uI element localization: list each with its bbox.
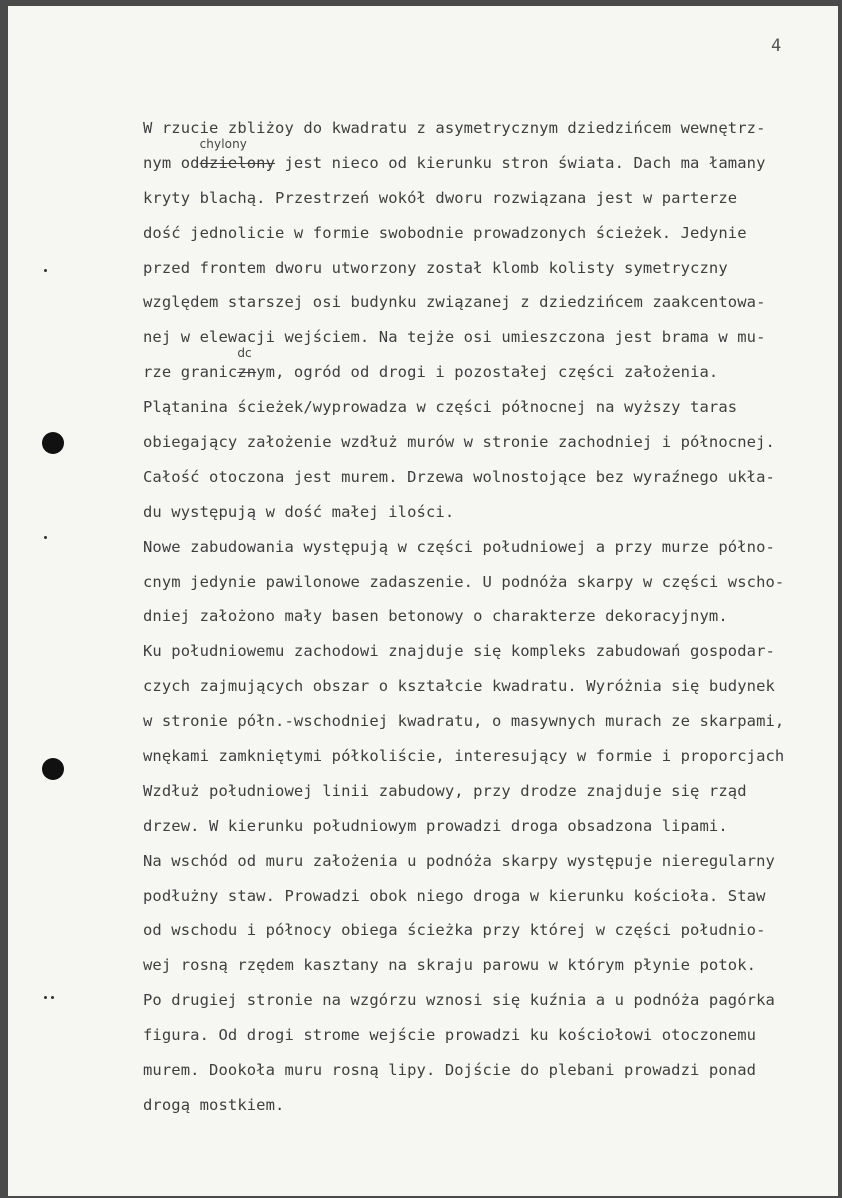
struck-text: zn — [237, 363, 257, 382]
text-segment: jest nieco od kierunku stron świata. Dach ma łamany — [275, 153, 766, 172]
text-segment: rze granic — [143, 363, 238, 382]
text-line: W rzucie zbliżoy do kwadratu z asymetrycznym dziedzińcem wewnętrz- — [143, 119, 766, 137]
handwritten-insertion: dc — [237, 346, 252, 361]
text-segment: ym, ogród od drogi i pozostałej części założenia. — [256, 363, 719, 382]
margin-dot — [44, 536, 47, 539]
handwritten-insertion: chylony — [199, 136, 247, 151]
text-line: kryty blachą. Przestrzeń wokół dworu rozwiązana jest w parterze — [143, 188, 738, 207]
text-line: wej rosną rzędem kasztany na skraju parowu w którym płynie potok. — [143, 956, 757, 975]
text-line-with-correction — [143, 346, 842, 390]
text-line: figura. Od drogi strome wejście prowadzi ku kościołowi otoczonemu — [143, 1026, 757, 1045]
text-line: Ku południowemu zachodowi znajduje się kompleks zabudowań gospodar- — [143, 642, 775, 661]
text-line: du występują w dość małej ilości. — [143, 502, 455, 521]
text-line: Na wschód od muru założenia u podnóża skarpy występuje nieregularny — [143, 851, 775, 870]
text-line: drogą mostkiem. — [143, 1095, 285, 1114]
correction-insertion — [199, 136, 276, 172]
margin-dot — [51, 996, 54, 999]
document-page — [8, 6, 838, 1196]
page-number: 4 — [771, 36, 782, 56]
struck-text: dzielony — [199, 153, 276, 172]
text-line: względem starszej osi budynku związanej z dziedzińcem zaakcentowa- — [143, 293, 766, 312]
text-line: cnym jedynie pawilonowe zadaszenie. U podnóża skarpy w części wscho- — [143, 572, 785, 591]
text-line-with-correction — [143, 136, 842, 181]
text-line: wnękami zamkniętymi półkoliście, interesujący w formie i proporcjach — [143, 747, 785, 766]
text-line: dniej założono mały basen betonowy o charakterze dekoracyjnym. — [143, 607, 728, 626]
text-line: przed frontem dworu utworzony został klomb kolisty symetryczny — [143, 258, 728, 277]
text-line: w stronie półn.-wschodniej kwadratu, o masywnych murach ze skarpami, — [143, 712, 785, 731]
text-line: Nowe zabudowania występują w części południowej a przy murze półno- — [143, 537, 775, 556]
text-line: Całość otoczona jest murem. Drzewa wolnostojące bez wyraźnego ukła- — [143, 467, 775, 486]
text-line: murem. Dookoła muru rosną lipy. Dojście do plebani prowadzi ponad — [143, 1061, 757, 1080]
text-line: nej w elewacji wejściem. Na tejże osi umieszczona jest brama w mu- — [143, 328, 766, 347]
margin-dot — [44, 269, 47, 272]
punch-hole-bottom — [42, 758, 64, 780]
punch-hole-top — [42, 432, 64, 454]
typed-text-body — [143, 111, 842, 1123]
text-line: drzew. W kierunku południowym prowadzi droga obsadzona lipami. — [143, 816, 728, 835]
text-line: Po drugiej stronie na wzgórzu wznosi się kuźnia a u podnóża pagórka — [143, 991, 775, 1010]
text-line: podłużny staw. Prowadzi obok niego droga w kierunku kościoła. Staw — [143, 886, 766, 905]
text-line: Wzdłuż południowej linii zabudowy, przy drodze znajduje się rząd — [143, 781, 747, 800]
text-segment: nym od — [143, 153, 200, 172]
text-line: od wschodu i północy obiega ścieżka przy której w części południo- — [143, 921, 766, 940]
text-line: obiegający założenie wzdłuż murów w stronie zachodniej i północnej. — [143, 433, 775, 452]
correction-insertion — [237, 346, 257, 382]
text-line: Plątanina ścieżek/wyprowadza w części północnej na wyższy taras — [143, 398, 738, 417]
text-line: czych zajmujących obszar o kształcie kwadratu. Wyróżnia się budynek — [143, 677, 775, 696]
text-line: dość jednolicie w formie swobodnie prowadzonych ścieżek. Jedynie — [143, 223, 747, 242]
margin-dot — [44, 996, 47, 999]
